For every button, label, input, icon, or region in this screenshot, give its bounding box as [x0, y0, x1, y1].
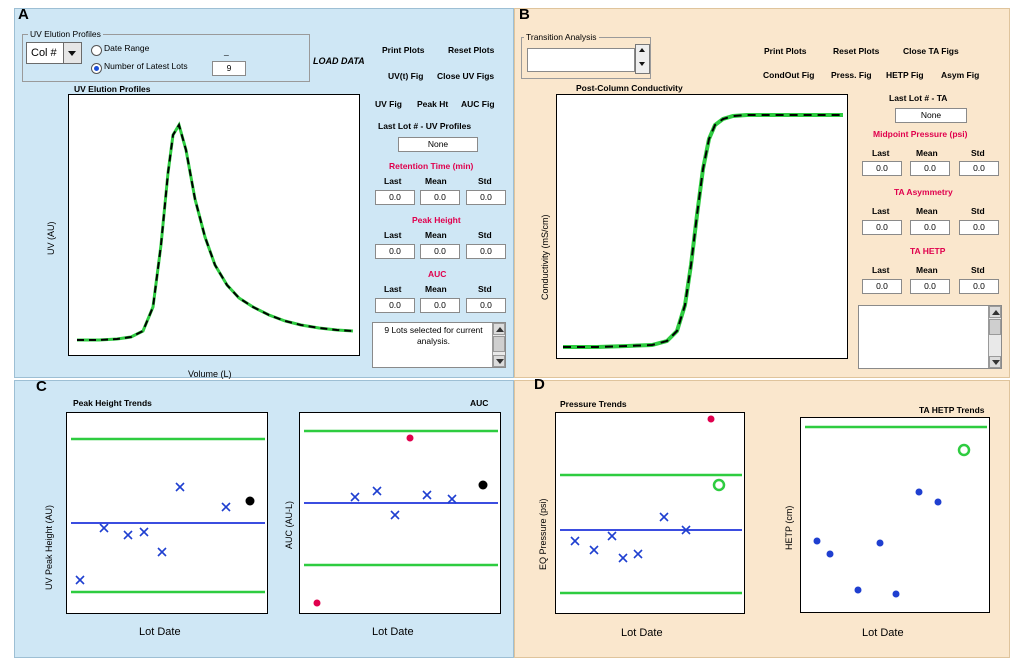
- post-column-conductivity-plot[interactable]: [556, 94, 848, 359]
- ta-asymmetry-mean[interactable]: 0.0: [910, 220, 950, 235]
- status-listbox[interactable]: [372, 322, 506, 368]
- status-text: 9 Lots selected for current analysis.: [384, 325, 483, 346]
- peak-height-trends-xlabel: Lot Date: [139, 626, 181, 638]
- auc-std[interactable]: 0.0: [466, 298, 506, 313]
- ta-hetp-trends-ylabel: HETP (cm): [784, 505, 794, 550]
- peak-height-trends-ylabel: UV Peak Height (AU): [44, 504, 54, 590]
- conductivity-trace-black: [563, 115, 843, 347]
- reset-plots-button-b[interactable]: Reset Plots: [833, 46, 880, 56]
- midpoint-pressure-title: Midpoint Pressure (psi): [873, 129, 968, 139]
- radio-date-range[interactable]: [91, 45, 102, 56]
- radio-latest-lots[interactable]: [91, 63, 102, 74]
- col-number-select[interactable]: [26, 42, 82, 64]
- auc-title: AUC: [428, 269, 447, 279]
- ta-asymmetry-std[interactable]: 0.0: [959, 220, 999, 235]
- conductivity-plot-ylabel: Conductivity (mS/cm): [540, 214, 550, 300]
- ta-status-scrollbar[interactable]: [988, 306, 1001, 368]
- latest-point: [246, 497, 255, 506]
- ta-hetp-trends-title: TA HETP Trends: [919, 405, 985, 415]
- retention-time-last[interactable]: 0.0: [375, 190, 415, 205]
- peak-height-last[interactable]: 0.0: [375, 244, 415, 259]
- auc-last[interactable]: 0.0: [375, 298, 415, 313]
- transition-analysis-spinner[interactable]: [635, 44, 650, 74]
- peak-height-trends-plot[interactable]: [66, 412, 268, 614]
- panel-a-letter: A: [18, 6, 29, 23]
- radio-date-range-label: Date Range: [104, 43, 150, 53]
- conductivity-plot-title: Post-Column Conductivity: [576, 83, 683, 93]
- close-uv-figs-button[interactable]: Close UV Figs: [437, 71, 495, 81]
- retention-time-header-last: Last: [384, 176, 402, 186]
- outlier-point-high: [708, 416, 715, 423]
- peak-height-trends-svg: [67, 413, 268, 614]
- last-lot-label-a: Last Lot # - UV Profiles: [378, 121, 472, 131]
- scroll-down-icon[interactable]: [493, 355, 505, 367]
- auc-mean[interactable]: 0.0: [420, 298, 460, 313]
- peak-height-std[interactable]: 0.0: [466, 244, 506, 259]
- panel-c-letter: C: [36, 378, 47, 395]
- ta-hetp-title: TA HETP: [910, 246, 946, 256]
- date-range-dash: _: [224, 46, 229, 56]
- uv-plot-xlabel: Volume (L): [188, 369, 232, 379]
- reset-plots-button-a[interactable]: Reset Plots: [448, 45, 495, 55]
- midpoint-pressure-header-std: Std: [971, 148, 985, 158]
- auc-header-mean: Mean: [425, 284, 447, 294]
- auc-trends-svg: [300, 413, 501, 614]
- uv-trace-black: [77, 125, 353, 340]
- ta-hetp-mean[interactable]: 0.0: [910, 279, 950, 294]
- pressure-trends-plot[interactable]: [555, 412, 745, 614]
- midpoint-pressure-header-last: Last: [872, 148, 890, 158]
- uv-fig-button[interactable]: UV Fig: [375, 99, 402, 109]
- pressure-trends-svg: [556, 413, 745, 614]
- peak-height-header-std: Std: [478, 230, 492, 240]
- last-lot-value-a[interactable]: None: [398, 137, 478, 152]
- last-lot-label-b: Last Lot # - TA: [889, 93, 948, 103]
- outlier-point-low: [314, 600, 321, 607]
- peak-height-trends-title: Peak Height Trends: [73, 398, 152, 408]
- status-scrollbar[interactable]: [492, 323, 505, 367]
- data-points: [814, 489, 942, 598]
- hetp-fig-button[interactable]: HETP Fig: [886, 70, 924, 80]
- ta-hetp-header-mean: Mean: [916, 265, 938, 275]
- uv-plot-ylabel: UV (AU): [46, 221, 56, 255]
- conductivity-plot-svg: [557, 95, 848, 359]
- latest-point: [714, 480, 724, 490]
- auc-header-last: Last: [384, 284, 402, 294]
- ta-asymmetry-last[interactable]: 0.0: [862, 220, 902, 235]
- radio-latest-lots-label: Number of Latest Lots: [104, 61, 188, 71]
- close-ta-figs-button[interactable]: Close TA Figs: [903, 46, 959, 56]
- retention-time-header-std: Std: [478, 176, 492, 186]
- press-fig-button[interactable]: Press. Fig: [831, 70, 872, 80]
- midpoint-pressure-last[interactable]: 0.0: [862, 161, 902, 176]
- outlier-point-high: [407, 435, 414, 442]
- panel-d-letter: D: [534, 376, 545, 393]
- asym-fig-button[interactable]: Asym Fig: [941, 70, 980, 80]
- ta-asymmetry-title: TA Asymmetry: [894, 187, 953, 197]
- peak-height-header-last: Last: [384, 230, 402, 240]
- auc-trends-title: AUC: [470, 398, 489, 408]
- data-points: [76, 483, 230, 584]
- midpoint-pressure-std[interactable]: 0.0: [959, 161, 999, 176]
- latest-lots-input[interactable]: 9: [212, 61, 246, 76]
- auc-trends-ylabel: AUC (AU-L): [284, 500, 294, 549]
- ta-asymmetry-header-mean: Mean: [916, 206, 938, 216]
- ta-hetp-header-last: Last: [872, 265, 890, 275]
- uv-elution-group-title: UV Elution Profiles: [30, 29, 101, 39]
- retention-time-std[interactable]: 0.0: [466, 190, 506, 205]
- pressure-trends-title: Pressure Trends: [560, 399, 627, 409]
- ta-hetp-last[interactable]: 0.0: [862, 279, 902, 294]
- latest-point: [959, 445, 969, 455]
- scrollbar-thumb[interactable]: [493, 336, 505, 352]
- chevron-down-icon[interactable]: [63, 43, 81, 63]
- ta-hetp-trends-plot[interactable]: [800, 417, 990, 613]
- scrollbar-thumb[interactable]: [989, 319, 1001, 335]
- auc-fig-button[interactable]: AUC Fig: [461, 99, 495, 109]
- pressure-trends-ylabel: EQ Pressure (psi): [538, 498, 548, 570]
- scroll-up-icon[interactable]: [493, 323, 505, 335]
- ta-hetp-trends-xlabel: Lot Date: [862, 627, 904, 639]
- uvt-fig-button[interactable]: UV(t) Fig: [388, 71, 424, 81]
- ta-asymmetry-header-last: Last: [872, 206, 890, 216]
- auc-trends-xlabel: Lot Date: [372, 626, 414, 638]
- col-number-value: Col #: [31, 47, 57, 59]
- condout-fig-button[interactable]: CondOut Fig: [763, 70, 815, 80]
- peak-height-mean[interactable]: 0.0: [420, 244, 460, 259]
- uv-elution-plot[interactable]: [68, 94, 360, 356]
- uv-plot-title: UV Elution Profiles: [74, 84, 151, 94]
- print-plots-button-b[interactable]: Print Plots: [764, 46, 807, 56]
- peak-ht-button[interactable]: Peak Ht: [417, 99, 449, 109]
- scroll-down-icon[interactable]: [989, 356, 1001, 368]
- load-data-button[interactable]: LOAD DATA: [313, 56, 365, 66]
- peak-height-title: Peak Height: [412, 215, 461, 225]
- ta-hetp-trends-svg: [801, 418, 990, 613]
- uv-elution-plot-svg: [69, 95, 360, 356]
- retention-time-mean[interactable]: 0.0: [420, 190, 460, 205]
- transition-analysis-group-title: Transition Analysis: [526, 32, 597, 42]
- spinner-down-icon[interactable]: [636, 59, 649, 73]
- latest-point: [479, 481, 488, 490]
- last-lot-value-b[interactable]: None: [895, 108, 967, 123]
- panel-b-letter: B: [519, 6, 530, 23]
- spinner-up-icon[interactable]: [636, 45, 649, 59]
- ta-asymmetry-header-std: Std: [971, 206, 985, 216]
- retention-time-title: Retention Time (min): [389, 161, 474, 171]
- uv-trace-green: [77, 125, 353, 340]
- retention-time-header-mean: Mean: [425, 176, 447, 186]
- conductivity-trace-green: [563, 115, 843, 347]
- midpoint-pressure-header-mean: Mean: [916, 148, 938, 158]
- ta-hetp-header-std: Std: [971, 265, 985, 275]
- ta-status-listbox[interactable]: [858, 305, 1002, 369]
- pressure-trends-xlabel: Lot Date: [621, 627, 663, 639]
- transition-analysis-input[interactable]: [527, 48, 635, 72]
- ta-hetp-std[interactable]: 0.0: [959, 279, 999, 294]
- midpoint-pressure-mean[interactable]: 0.0: [910, 161, 950, 176]
- data-points: [571, 513, 690, 562]
- peak-height-header-mean: Mean: [425, 230, 447, 240]
- scroll-up-icon[interactable]: [989, 306, 1001, 318]
- auc-trends-plot[interactable]: [299, 412, 501, 614]
- auc-header-std: Std: [478, 284, 492, 294]
- print-plots-button-a[interactable]: Print Plots: [382, 45, 425, 55]
